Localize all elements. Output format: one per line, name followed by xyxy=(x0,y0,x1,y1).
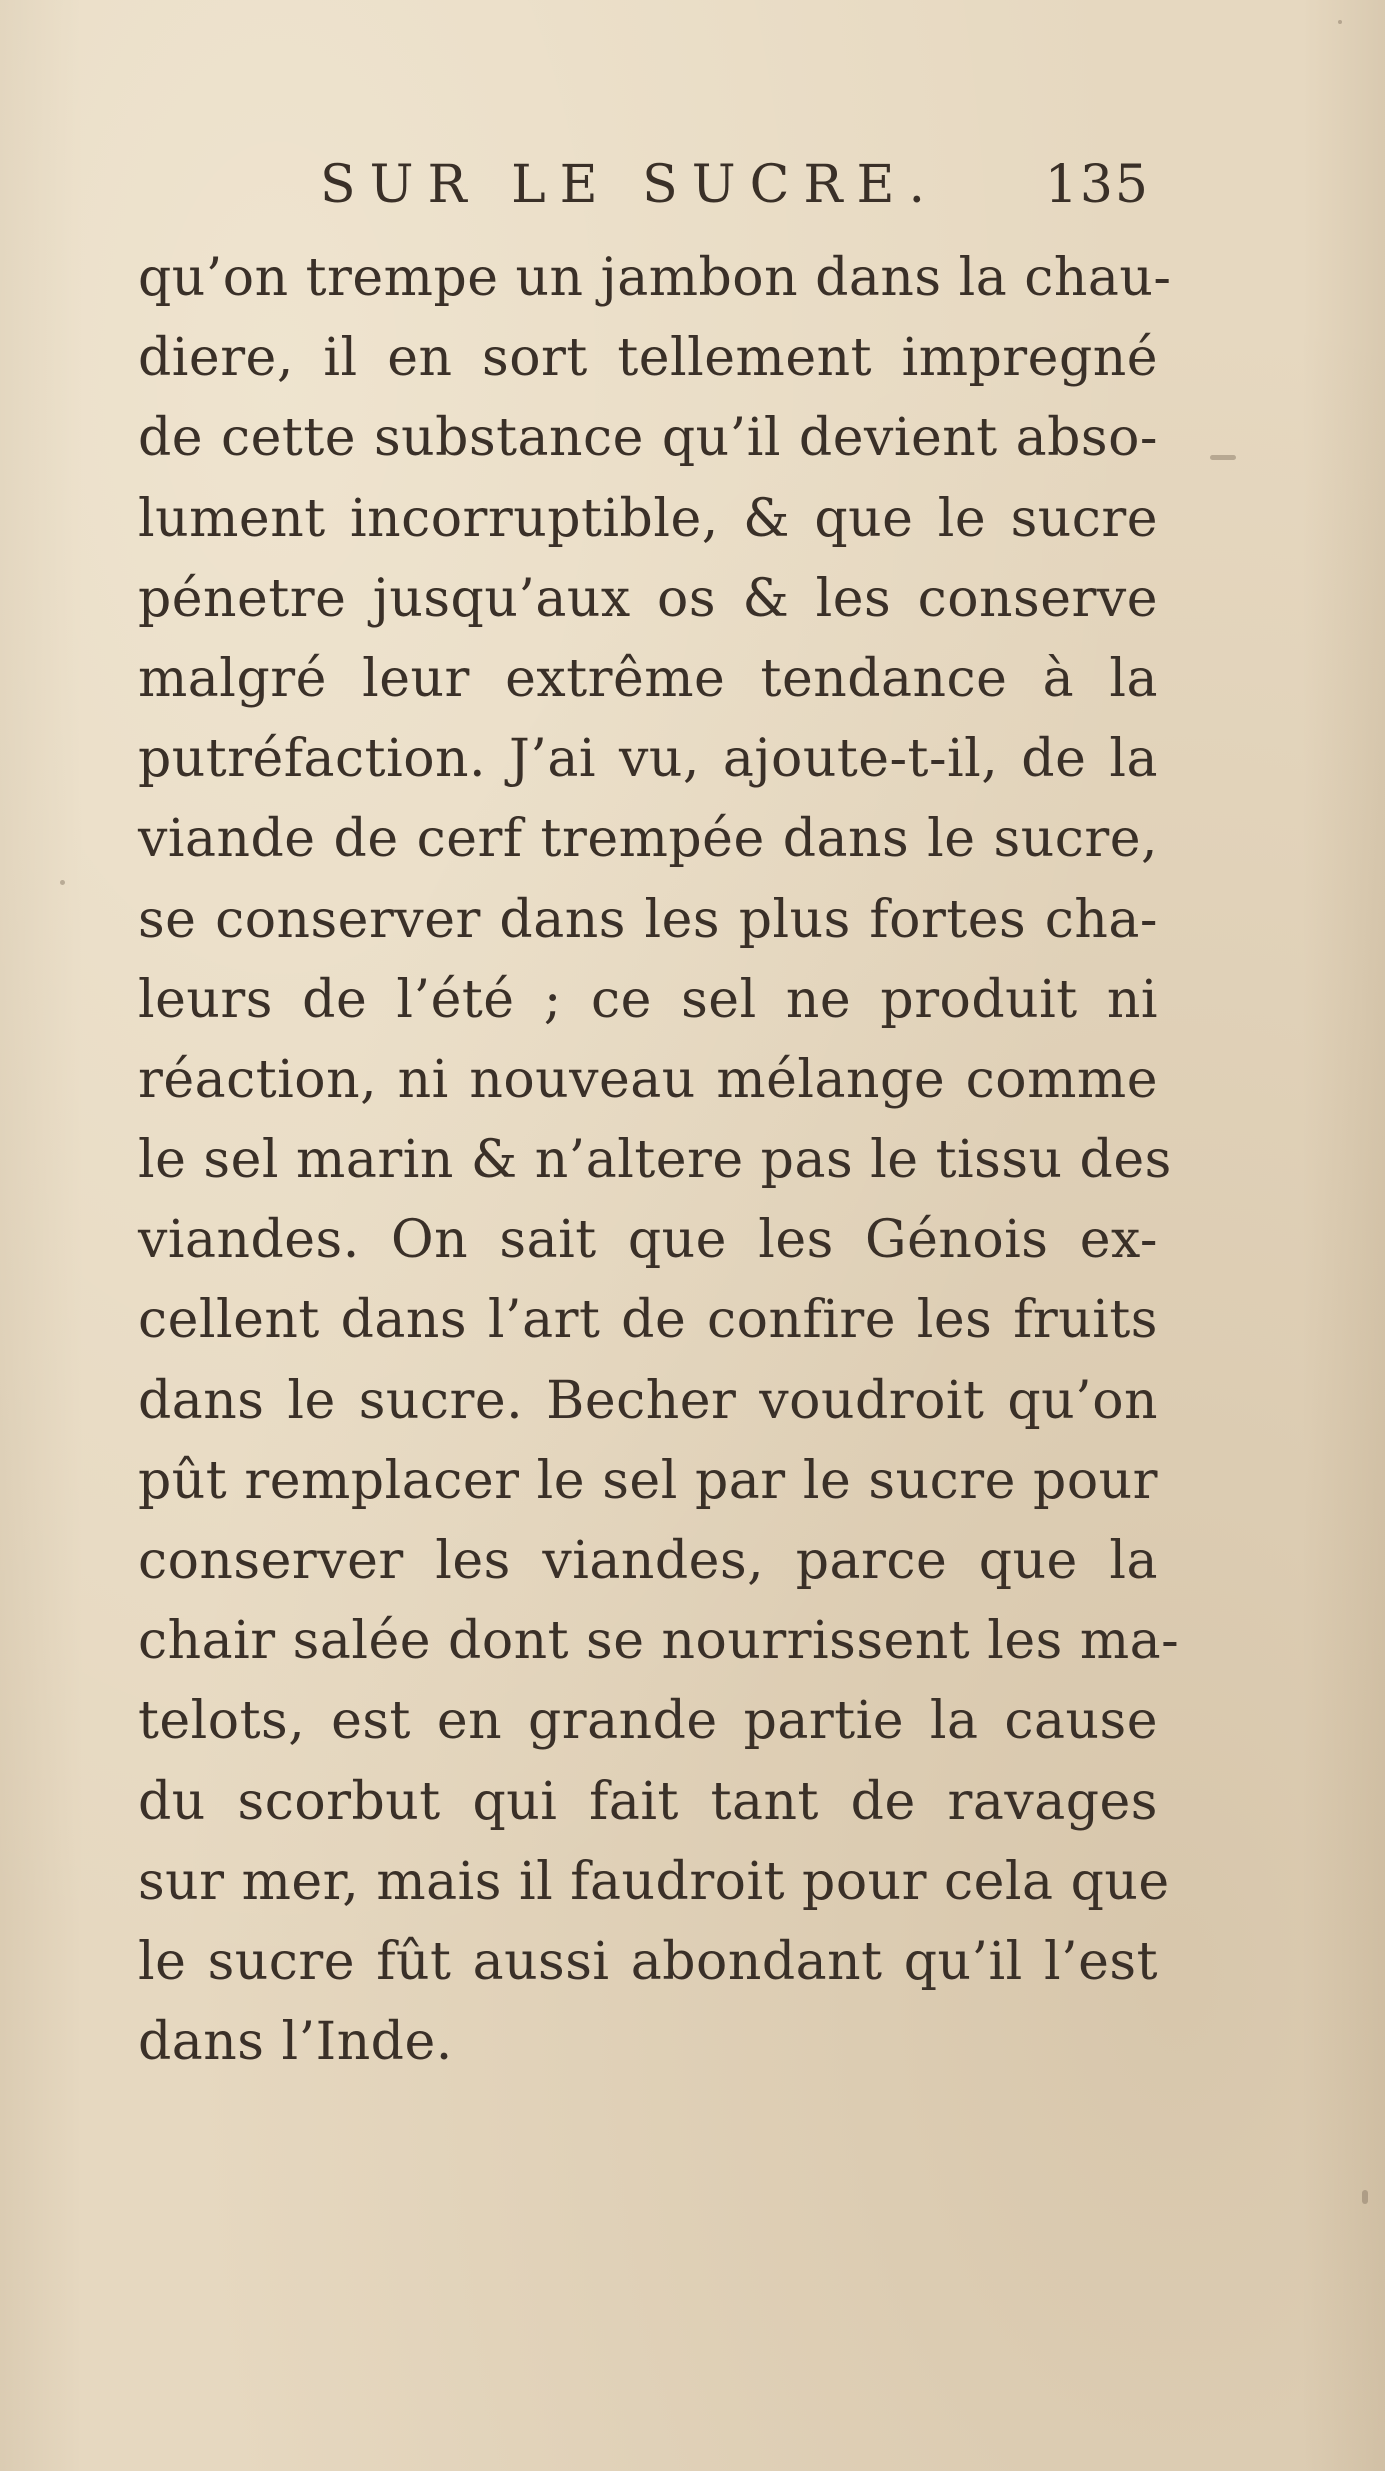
running-title: SUR LE SUCRE. xyxy=(320,155,940,215)
paper-speck xyxy=(1210,455,1236,460)
text-line: pénetre jusqu’aux os & les conserve xyxy=(138,568,1158,629)
text-line: le sel marin & n’altere pas le tissu des xyxy=(138,1130,1172,1191)
page-number: 135 xyxy=(1044,155,1150,215)
text-line: malgré leur extrême tendance à la xyxy=(138,648,1158,709)
text-line: dans le sucre. Becher voudroit qu’on xyxy=(138,1370,1158,1431)
text-line: qu’on trempe un jambon dans la chau- xyxy=(138,248,1172,308)
text-line: chair salée dont se nourrissent les ma- xyxy=(138,1611,1180,1672)
text-line: réaction, ni nouveau mélange comme xyxy=(138,1049,1158,1110)
text-line: dans l’Inde. xyxy=(138,2012,453,2073)
paper-speck xyxy=(60,880,65,885)
text-line: pût remplacer le sel par le sucre pour xyxy=(138,1450,1158,1511)
text-line: viandes. On sait que les Génois ex- xyxy=(138,1210,1158,1271)
text-line: conserver les viandes, parce que la xyxy=(138,1531,1158,1591)
text-line: putréfaction. J’ai vu, ajoute-t-il, de la xyxy=(138,729,1158,790)
text-line: du scorbut qui fait tant de ravages xyxy=(138,1771,1158,1832)
text-line: de cette substance qu’il devient abso- xyxy=(138,408,1158,469)
text-line: se conserver dans les plus fortes cha- xyxy=(138,889,1158,950)
body-text xyxy=(138,238,1180,2082)
text-line: leurs de l’été ; ce sel ne produit ni xyxy=(138,969,1158,1030)
paper-speck xyxy=(1362,2190,1368,2204)
text-line: diere, il en sort tellement impregné xyxy=(138,328,1158,389)
paper-speck xyxy=(1338,20,1342,24)
text-line: telots, est en grande partie la cause xyxy=(138,1691,1158,1752)
text-line: le sucre fût aussi abondant qu’il l’est xyxy=(138,1931,1158,1992)
text-line: cellent dans l’art de confire les fruits xyxy=(138,1290,1158,1351)
page-header xyxy=(320,150,1150,220)
text-line: sur mer, mais il faudroit pour cela que xyxy=(138,1851,1170,1912)
text-line: lument incorruptible, & que le sucre xyxy=(138,488,1158,549)
text-line: viande de cerf trempée dans le sucre, xyxy=(138,809,1158,870)
